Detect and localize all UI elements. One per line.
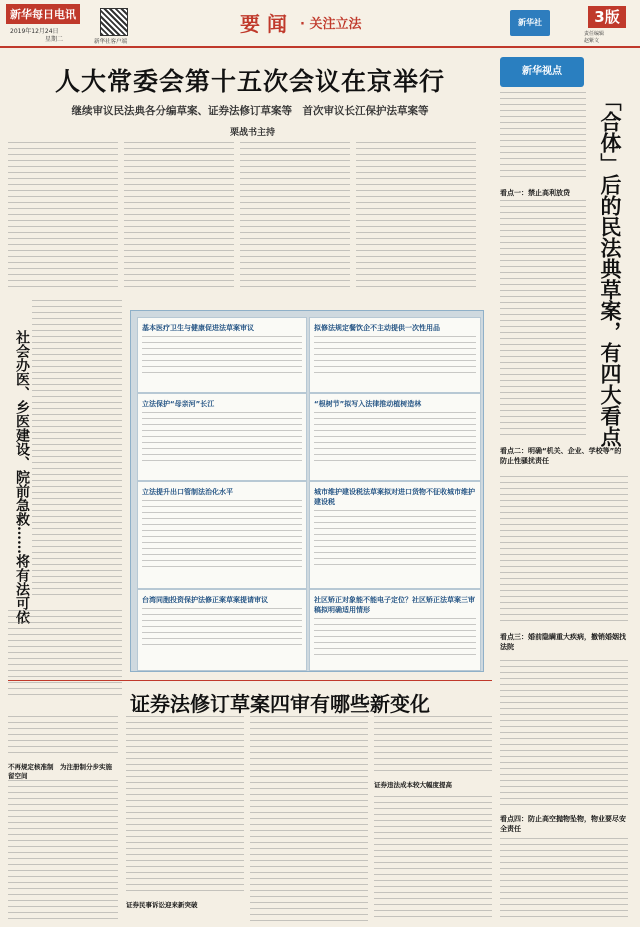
left-vertical-headline: 社会办医、乡医建设、院前急救……将有法可依	[14, 330, 30, 624]
page-number: 3版	[588, 6, 626, 28]
bottom-subhead-1: 不再规定核准制 为注册制分步实施留空间	[8, 763, 112, 780]
brief-card	[137, 393, 307, 481]
section-subtitle: · 关注立法	[300, 17, 362, 32]
news-brief-grid	[130, 310, 484, 672]
divider	[8, 680, 492, 681]
brief-body	[142, 608, 302, 646]
editor-name: 赵紫文	[584, 38, 600, 44]
article-text-col-1	[8, 142, 118, 292]
brief-body	[314, 618, 476, 656]
side-point-2: 看点二：明确“机关、企业、学校等”的防止性骚扰责任	[500, 447, 622, 465]
brief-card	[137, 481, 307, 589]
xinhua-logo: 新华社	[510, 10, 550, 36]
brief-card	[309, 317, 481, 393]
brief-body	[142, 336, 302, 376]
bottom-text-3	[250, 716, 368, 922]
side-text-5	[500, 838, 628, 922]
brief-title: 社区矫正对象能不能电子定位？社区矫正法草案三审稿拟明确适用情形	[314, 596, 475, 614]
side-point-3: 看点三：婚前隐瞒重大疾病，撤销婚姻找法院	[500, 633, 626, 651]
section-title: 要 闻	[240, 12, 287, 36]
bottom-subhead-3: 证券违法成本较大幅度提高	[374, 781, 452, 789]
brief-title: 基本医疗卫生与健康促进法草案审议	[142, 324, 254, 332]
brief-card	[309, 481, 481, 589]
xinhua-viewpoint-badge: 新华视点	[500, 57, 584, 87]
brief-body	[142, 500, 302, 572]
brief-card	[309, 589, 481, 671]
bottom-text-5	[374, 796, 492, 922]
bottom-headline: 证券法修订草案四审有哪些新变化	[130, 692, 430, 716]
brief-title: 城市维护建设税法草案拟对进口货物不征收城市维护建设税	[314, 488, 475, 506]
brief-title: 立法提升出口管制法治化水平	[142, 488, 233, 496]
brief-title: 台湾同胞投资保护法修正案草案提请审议	[142, 596, 268, 604]
article-text-col-3	[240, 142, 350, 292]
brief-card	[137, 317, 307, 393]
bottom-text-1	[8, 780, 118, 920]
main-headline: 人大常委会第十五次会议在京举行	[54, 67, 445, 96]
bottom-text-4	[374, 716, 492, 776]
brief-title: 拟修法规定餐饮企不主动提供一次性用品	[314, 324, 440, 332]
qr-code-icon	[100, 8, 128, 36]
brief-body	[142, 412, 302, 464]
bottom-text-2	[126, 716, 244, 896]
side-point-1: 看点一：禁止高利放贷	[500, 189, 570, 197]
article-text-col-4	[356, 142, 476, 292]
main-subheadline: 继续审议民法典各分编草案、证券法修订草案等 首次审议长江保护法草案等	[71, 105, 429, 117]
side-text-1	[500, 92, 586, 182]
side-point-4: 看点四：防止高空抛物坠物，物业要尽安全责任	[500, 815, 626, 833]
bottom-text-lead	[8, 716, 118, 756]
bottom-subhead-2: 证券民事诉讼迎来新突破	[126, 901, 198, 909]
issue-date: 2019年12月24日	[10, 28, 59, 35]
side-headline: 「合体」后的民法典草案，有四大看点	[598, 90, 623, 447]
left-text-1	[32, 300, 122, 600]
byline: 栗战书主持	[230, 128, 276, 138]
editor-label: 责任编辑	[584, 31, 605, 37]
left-text-2	[8, 610, 122, 700]
brief-title: “根树节”拟写入法律推动植树造林	[314, 400, 422, 408]
brief-body	[314, 336, 476, 376]
brief-card	[309, 393, 481, 481]
side-text-3	[500, 476, 628, 626]
brief-body	[314, 412, 476, 464]
brief-card	[137, 589, 307, 671]
qr-label: 新华社客户端	[94, 39, 128, 45]
brief-title: 立法保护“母亲河”长江	[142, 400, 215, 408]
brief-body	[314, 510, 476, 570]
side-text-4	[500, 660, 628, 810]
side-text-2	[500, 200, 586, 440]
issue-weekday: 星期二	[45, 36, 64, 43]
article-text-col-2	[124, 142, 234, 292]
masthead: 新华每日电讯	[6, 4, 80, 24]
